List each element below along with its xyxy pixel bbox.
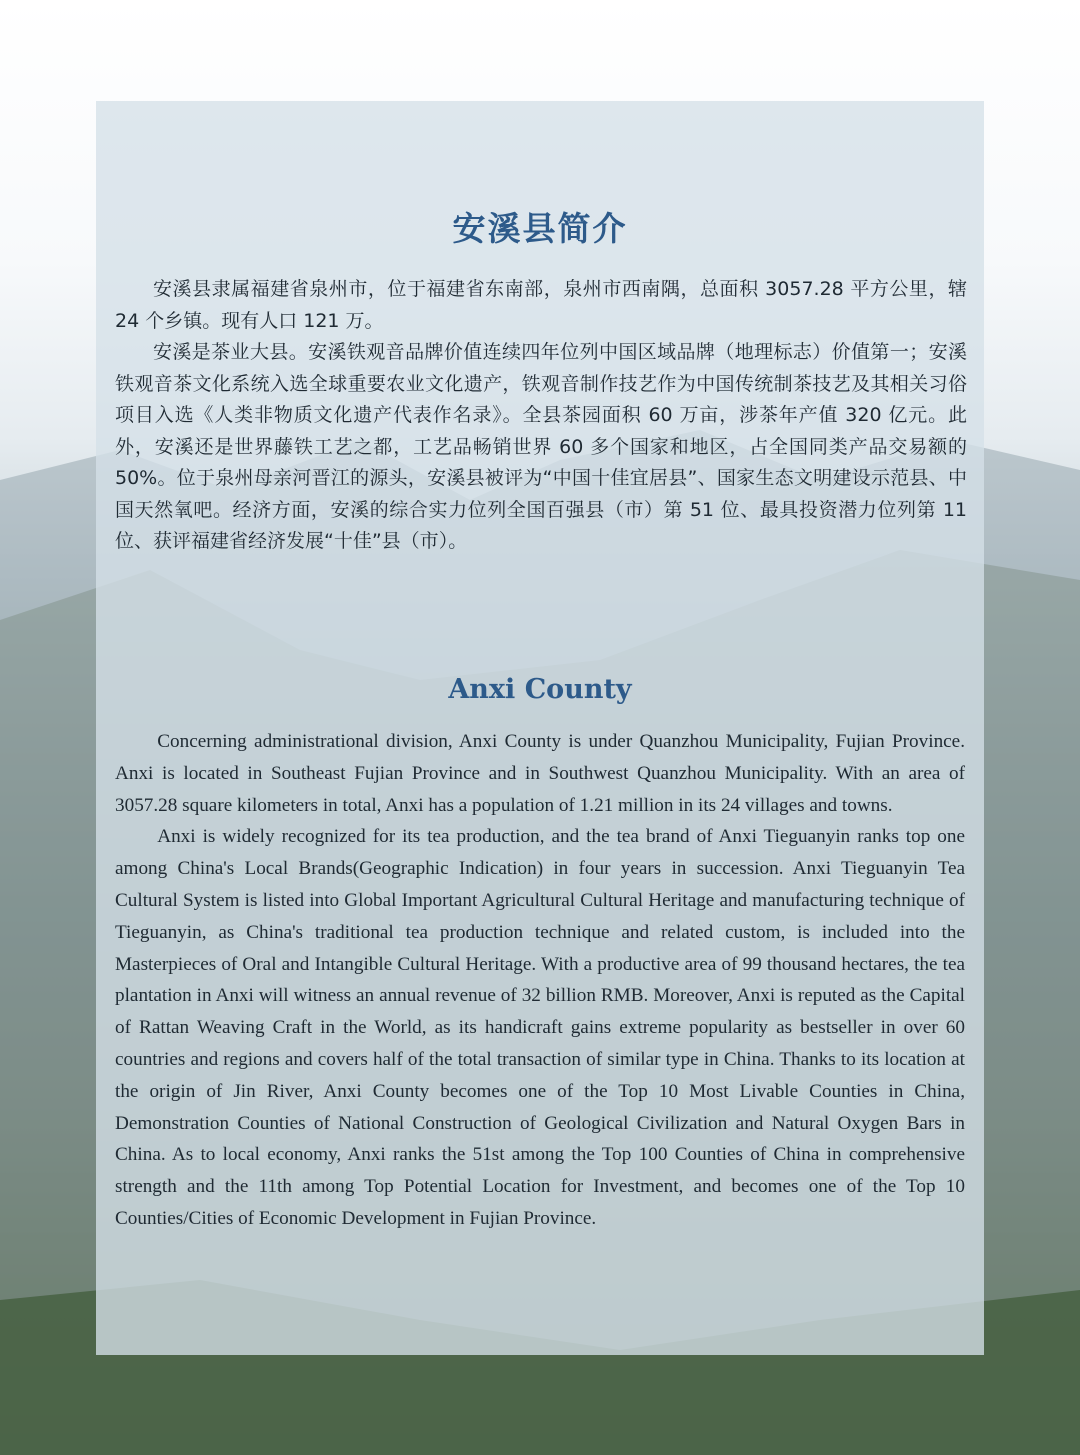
chinese-paragraph-1: 安溪县隶属福建省泉州市，位于福建省东南部，泉州市西南隅，总面积 3057.28 平方公里，辖 24 个乡镇。现有人口 121 万。: [115, 278, 967, 332]
chinese-body: [115, 274, 967, 558]
chinese-paragraph-2: 安溪是茶业大县。安溪铁观音品牌价值连续四年位列中国区域品牌（地理标志）价值第一；安溪铁观音茶文化系统入选全球重要农业文化遗产，铁观音制作技艺作为中国传统制茶技艺及其相关习俗项目入选《人类非物质文化遗产代表作名录》。全县茶园面积 60 万亩，涉茶年产值 320 亿元。此外，安溪还是世界藤铁工艺之都，工艺品畅销世界 60 多个国家和地区，占全国同类产品交易额的50%。位于泉州母亲河晋江的源头，安溪县被评为“中国十佳宜居县”、国家生态文明建设示范县、中国天然氧吧。经济方面，安溪的综合实力位列全国百强县（市）第 51 位、最具投资潜力位列第 11 位、获评福建省经济发展“十佳”县（市）。: [115, 341, 967, 552]
english-paragraph-1: Concerning administrational division, Anxi County is under Quanzhou Municipality, Fujian Province. Anxi is located in Southeast Fujian Province and in Southwest Quanzhou Municipality. With an area of 3057.28 square kilometers in total, Anxi has a population of 1.21 million in its 24 villages and towns.: [115, 731, 965, 816]
english-paragraph-2: Anxi is widely recognized for its tea production, and the tea brand of Anxi Tieguanyin ranks top one among China's Local Brands(Geographic Indication) in four years in succession. Anxi Tieguanyin Tea Cultural System is listed into Global Important Agricultural Cultural Heritage and manufacturing technique of Tieguanyin, as China's traditional tea production technique and related custom, is included into the Masterpieces of Oral and Intangible Cultural Heritage. With a productive area of 99 thousand hectares, the tea plantation in Anxi will witness an annual revenue of 32 billion RMB. Moreover, Anxi is reputed as the Capital of Rattan Weaving Craft in the World, as its handicraft gains extreme popularity as bestseller in over 60 countries and regions and covers half of the total transaction of similar type in China. Thanks to its location at the origin of Jin River, Anxi County becomes one of the Top 10 Most Livable Counties in China, Demonstration Counties of National Construction of Geological Civilization and Natural Oxygen Bars in China. As to local economy, Anxi ranks the 51st among the Top 100 Counties of China in comprehensive strength and the 11th among Top Potential Location for Investment, and becomes one of the Top 10 Counties/Cities of Economic Development in Fujian Province.: [115, 826, 965, 1229]
chinese-title: 安溪县简介: [452, 209, 628, 248]
english-body: [115, 726, 965, 1235]
english-title: Anxi County: [448, 674, 632, 705]
